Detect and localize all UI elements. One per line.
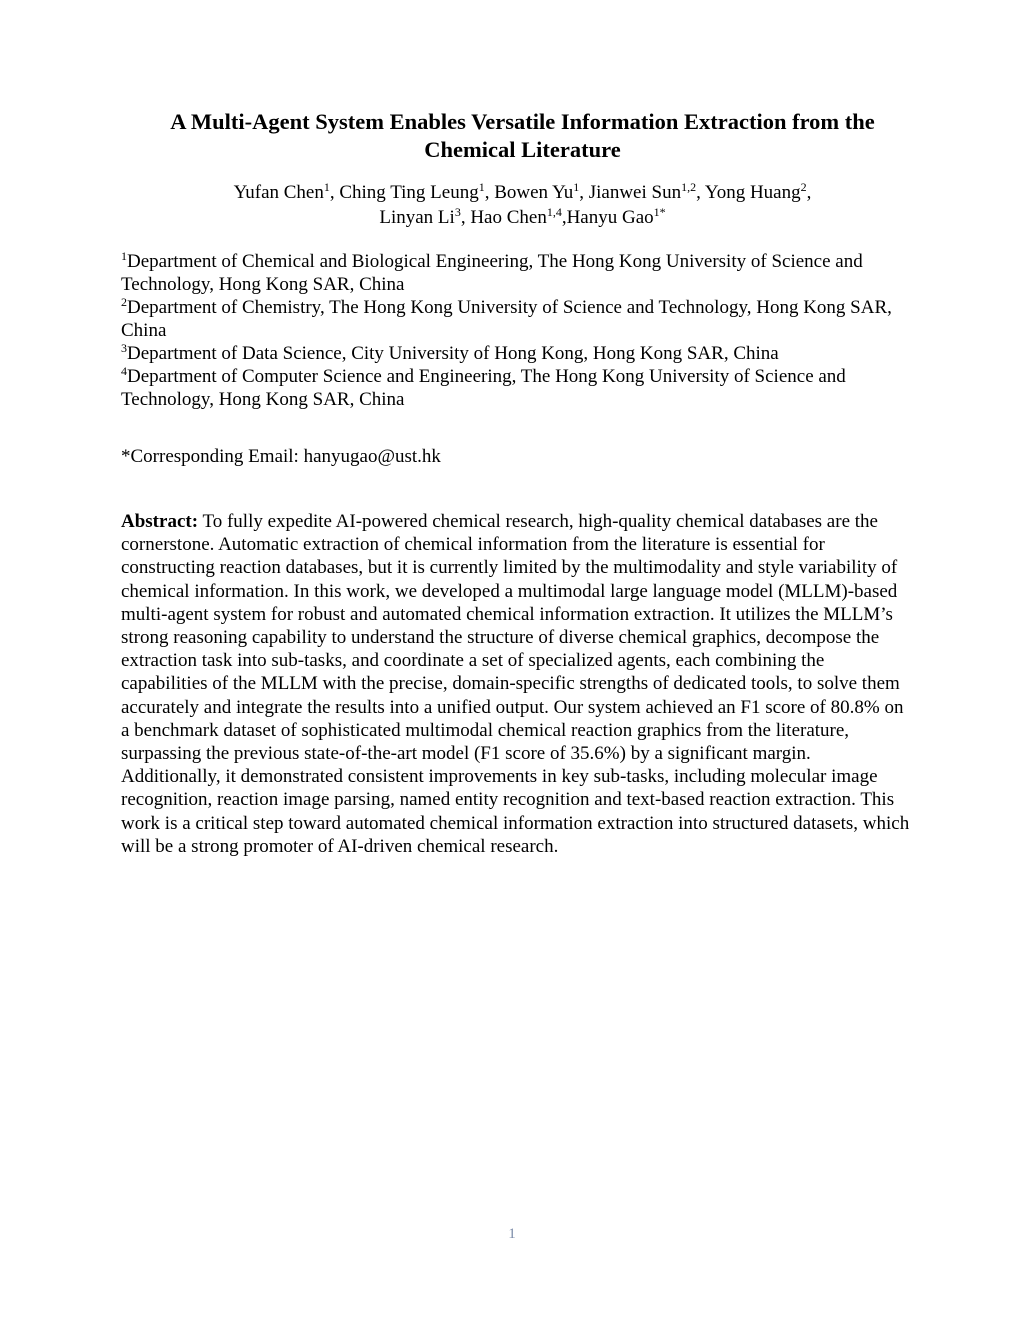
affiliation-number: 2 [121,295,127,309]
corresponding-email: *Corresponding Email: hanyugao@ust.hk [121,446,441,467]
page-number: 1 [508,1226,516,1242]
author-affil-sup: 1,4 [546,205,562,219]
affiliation-number: 1 [121,249,127,263]
paper-title [120,108,925,164]
affiliation-2 [121,296,911,342]
author-affil-sup: 3 [454,205,461,219]
author-affil-sup: 1 [478,180,485,194]
author-name: Yufan Chen [233,182,324,203]
affiliation-1 [121,250,911,296]
author-line-1: Yufan Chen$^1$, Ching Ting Leung$^1$, Bowen Yu$^1$, Jianwei Sun$^{1,2}$, Yong Huang$^2$, [233,180,812,203]
author-line-2: Linyan Li$^3$, Hao Chen$^{1,4}$,Hanyu Gao$^{1*}$ [379,205,666,228]
author-affil-sup: 1,2 [681,180,697,194]
author-name: Hanyu Gao [566,207,654,228]
author-name: Yong Huang [704,182,801,203]
author-affil-sup: 1 [573,180,580,194]
author-affil-sup: 1* [653,205,666,219]
author-affil-sup: 1 [323,180,330,194]
affiliation-4 [121,365,911,411]
affiliation-text: Department of Chemical and Biological Engineering, The Hong Kong University of Science and Technology, Hong Kong SAR, China [121,251,863,295]
author-name: Jianwei Sun [588,182,682,203]
author-list [120,180,925,230]
author-name: Bowen Yu [494,182,574,203]
affiliation-text: Department of Chemistry, The Hong Kong University of Science and Technology, Hong Kong SAR, China [121,297,892,341]
author-name: Ching Ting Leung [339,182,479,203]
author-name: Hao Chen [470,207,547,228]
affiliation-number: 4 [121,364,127,378]
abstract-text: To fully expedite AI-powered chemical research, high-quality chemical databases are the cornerstone. Automatic extraction of chemical information from the literature is essential for constructing reaction databases, but it is currently limited by the multimodality and style variability of chemical information. In this work, we developed a multimodal large language model (MLLM)-based multi-agent system for robust and automated chemical information extraction. It utilizes the MLLM’s strong reasoning capability to understand the structure of diverse chemical graphics, decompose the extraction task into sub-tasks, and coordinate a set of specialized agents, each combining the capabilities of the MLLM with the precise, domain-specific strengths of dedicated tools, to solve them accurately and integrate the results into a unified output. Our system achieved an F1 score of 80.8% on a benchmark dataset of sophisticated multimodal chemical reaction graphics from the literature, surpassing the previous state-of-the-art model (F1 score of 35.6%) by a significant margin. Additionally, it demonstrated consistent improvements in key sub-tasks, including molecular image recognition, reaction image parsing, named entity recognition and text-based reaction extraction. This work is a critical step toward automated chemical information extraction into structured datasets, which will be a strong promoter of AI-driven chemical research. [121,511,910,857]
author-name: Linyan Li [379,207,455,228]
affiliation-text: Department of Computer Science and Engineering, The Hong Kong University of Science and Technology, Hong Kong SAR, China [121,366,846,410]
title-line-1: A Multi-Agent System Enables Versatile Information Extraction from the [170,109,875,134]
abstract [121,510,911,858]
author-affil-sup: 2 [800,180,807,194]
affiliation-3 [121,342,911,365]
affiliation-list [121,250,911,411]
abstract-label: Abstract: [121,511,199,532]
title-line-2: Chemical Literature [424,137,621,162]
affiliation-number: 3 [121,341,127,355]
affiliation-text: Department of Data Science, City University of Hong Kong, Hong Kong SAR, China [127,343,779,364]
